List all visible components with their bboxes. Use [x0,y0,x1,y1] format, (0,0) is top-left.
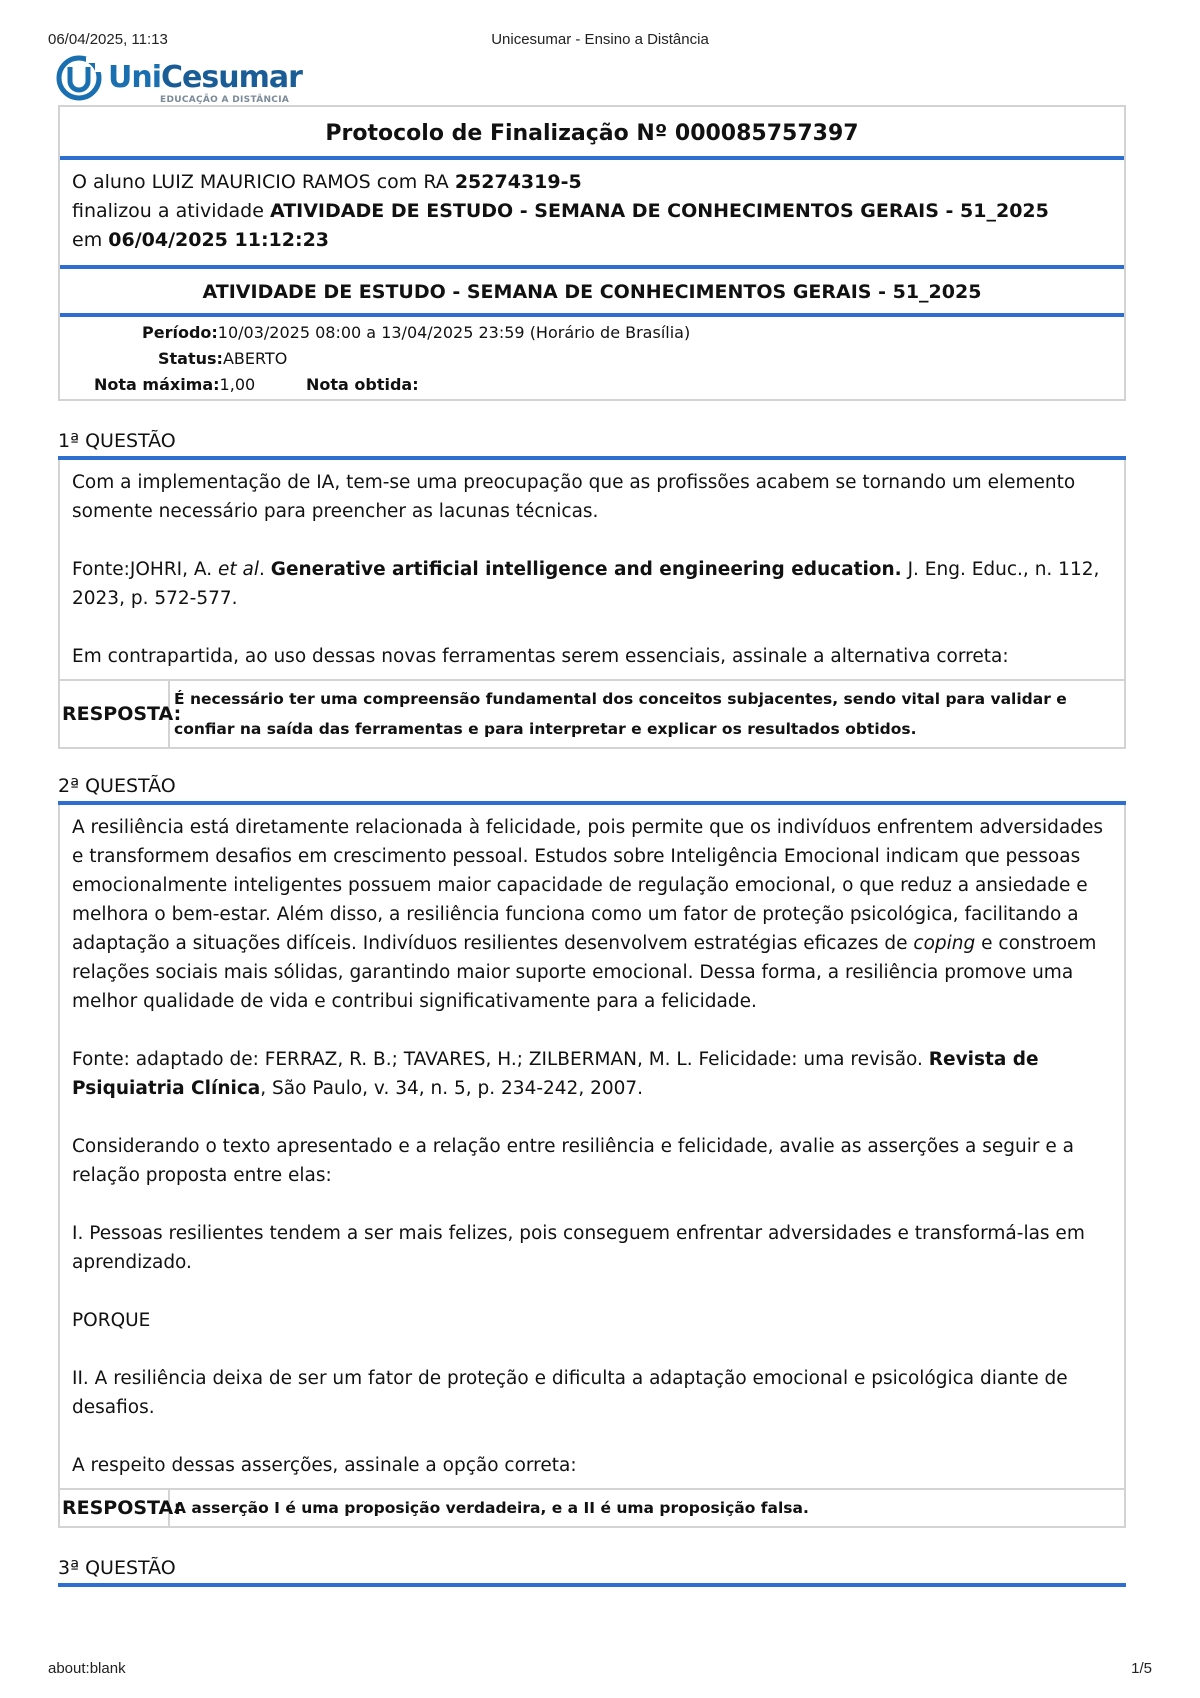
question-title: 1ª QUESTÃO [58,430,176,452]
answer-row [60,1488,1124,1526]
print-url: about:blank [48,1660,126,1677]
answer-label: RESPOSTA: [60,1490,170,1526]
max-grade-label: Nota máxima: [94,375,220,394]
student-ra: 25274319-5 [454,171,582,193]
question-title: 2ª QUESTÃO [58,775,176,797]
answer-text: É necessário ter uma compreensão fundamental dos conceitos subjacentes, sendo vital para validar e confiar na saída das ferramentas e para interpretar e explicar os resultados obtidos. [174,690,1067,738]
logo-tagline: EDUCAÇÃO A DISTÂNCIA [160,95,290,105]
page-indicator: 1/5 [1131,1660,1152,1677]
unicesumar-logo-icon [56,55,102,101]
answer-text: A asserção I é uma proposição verdadeira, e a II é uma proposição falsa. [174,1499,809,1517]
question-3 [58,1557,1126,1587]
max-grade-value: 1,00 [219,375,256,394]
student-activity: ATIVIDADE DE ESTUDO - SEMANA DE CONHECIMENTOS GERAIS - 51_2025 [269,200,1049,222]
status-value: ABERTO [222,349,288,368]
question-body: A resiliência está diretamente relacionada à felicidade, pois permite que os indivíduos enfrentem adversidades e transformem desafios em crescimento pessoal. Estudos sobre Inteligência Emocional indicam que pessoas emocionalmente inteligentes possuem maior capacidade de regulação emocional, o que reduz a ansiedade e melhora o bem-estar. Além disso, a resiliência funciona como um fator de proteção psicológica, facilitando a adaptação a situações difíceis. Indivíduos resilientes desenvolvem estratégias eficazes de coping e constroem relações sociais mais sólidas, garantindo maior suporte emocional. Dessa forma, a resiliência promove uma melhor qualidade de vida e contribui significativamente para a felicidade. Fonte: adaptado de: FERRAZ, R. B.; TAVARES, H.; ZILBERMAN, M. L. Felicidade: uma revisão. Revista de Psiquiatria Clínica, São Paulo, v. 34, n. 5, p. 234-242, 2007. Considerando o texto apresentado e a relação entre resiliência e felicidade, avalie as asserções a seguir e a relação proposta entre elas: I. Pessoas resilientes tendem a ser mais felizes, pois conseguem enfrentar adversidades e transformá-las em aprendizado. PORQUE II. A resiliência deixa de ser um fator de proteção e dificulta a adaptação emocional e psicológica diante de desafios. A respeito dessas asserções, assinale a opção correta: [72,817,1103,1476]
logo-brand-name: UniCesumar [108,60,302,95]
print-datetime: 06/04/2025, 11:13 [48,31,168,48]
activity-meta [60,317,1124,399]
question-2 [58,775,1126,1528]
answer-label: RESPOSTA: [60,681,170,747]
question-title: 3ª QUESTÃO [58,1557,176,1579]
activity-title: ATIVIDADE DE ESTUDO - SEMANA DE CONHECIMENTOS GERAIS - 51_2025 [202,281,982,303]
divider [58,1583,1126,1587]
period-value: 10/03/2025 08:00 a 13/04/2025 23:59 (Horário de Brasília) [217,323,691,342]
finish-date: 06/04/2025 11:12:23 [108,229,330,251]
question-body: Com a implementação de IA, tem-se uma preocupação que as profissões acabem se tornando um elemento somente necessário para preencher as lacunas técnicas. Fonte:JOHRI, A. et al. Generative artificial intelligence and engineering education. J. Eng. Educ., n. 112, 2023, p. 572-577. Em contrapartida, ao uso dessas novas ferramentas serem essenciais, assinale a alternativa correta: [72,472,1100,667]
student-info: O aluno LUIZ MAURICIO RAMOS com RA 25274319-5 finalizou a atividade ATIVIDADE DE ESTUDO - SEMANA DE CONHECIMENTOS GERAIS - 51_2025 em 06/04/2025 11:12:23 [72,171,1049,251]
status-label: Status: [158,349,223,368]
protocol-box [58,105,1126,401]
obtained-grade-label: Nota obtida: [306,375,419,394]
question-1 [58,430,1126,749]
answer-row [60,679,1124,747]
print-page-title: Unicesumar - Ensino a Distância [491,31,709,48]
protocol-title: Protocolo de Finalização Nº 000085757397 [325,121,859,146]
unicesumar-logo [56,55,302,105]
period-label: Período: [142,323,218,342]
